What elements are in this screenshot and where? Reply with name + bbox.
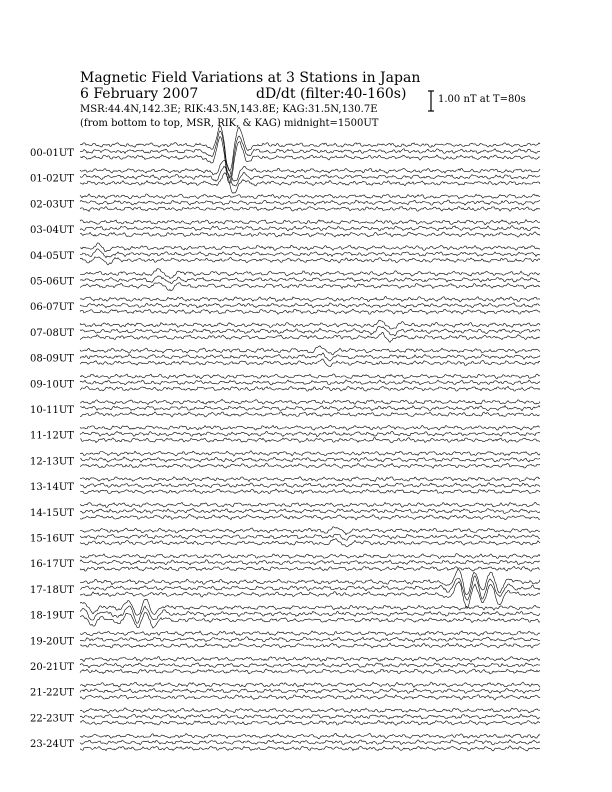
trace-kag-row-16	[80, 554, 540, 559]
trace-kag-row-22	[80, 708, 540, 713]
hour-label: 02-03UT	[30, 199, 74, 211]
trace-kag-row-3	[80, 220, 540, 225]
trace-rik-row-17	[80, 576, 540, 600]
trace-msr-row-22	[80, 720, 540, 725]
trace-msr-row-13	[80, 489, 540, 494]
trace-rik-row-10	[80, 406, 540, 411]
scale-label: 1.00 nT at T=80s	[438, 94, 526, 105]
trace-rik-row-8	[80, 353, 540, 361]
trace-msr-row-2	[80, 206, 540, 211]
trace-kag-row-12	[80, 451, 540, 456]
hour-label: 10-11UT	[30, 405, 74, 416]
trace-msr-row-7	[80, 332, 540, 342]
trace-msr-row-23	[80, 746, 540, 751]
hour-label: 06-07UT	[30, 302, 74, 314]
trace-kag-row-4	[80, 243, 540, 252]
trace-rik-row-3	[80, 226, 540, 231]
trace-kag-row-5	[80, 269, 540, 279]
trace-rik-row-11	[80, 431, 540, 437]
trace-kag-row-11	[80, 425, 540, 430]
order-note: (from bottom to top, MSR, RIK, & KAG) midnight=1500UT	[80, 118, 379, 129]
trace-kag-row-2	[80, 194, 540, 199]
trace-msr-row-3	[80, 232, 540, 237]
trace-kag-row-13	[80, 477, 540, 482]
hour-label: 22-23UT	[30, 713, 74, 725]
trace-kag-row-10	[80, 399, 540, 404]
trace-kag-row-8	[80, 346, 540, 355]
trace-msr-row-5	[80, 283, 540, 291]
trace-rik-row-4	[80, 249, 540, 258]
trace-rik-row-9	[80, 380, 540, 385]
trace-msr-row-14	[80, 515, 540, 520]
hour-label: 15-16UT	[30, 533, 74, 545]
hour-label: 01-02UT	[30, 173, 74, 185]
trace-msr-row-10	[80, 412, 540, 417]
hour-labels	[30, 148, 74, 750]
trace-msr-row-12	[80, 463, 540, 468]
hour-label: 19-20UT	[30, 636, 74, 648]
trace-kag-row-15	[80, 527, 540, 535]
hour-label: 18-19UT	[30, 610, 74, 622]
traces	[80, 126, 540, 751]
hour-label: 21-22UT	[30, 687, 74, 699]
trace-rik-row-7	[80, 327, 540, 336]
hour-label: 17-18UT	[30, 584, 74, 596]
date-label: 6 February 2007	[80, 86, 199, 102]
trace-kag-row-23	[80, 733, 540, 738]
trace-rik-row-22	[80, 714, 540, 719]
trace-rik-row-13	[80, 483, 540, 488]
trace-msr-row-16	[80, 566, 540, 571]
trace-msr-row-11	[80, 438, 540, 443]
hour-label: 13-14UT	[30, 482, 74, 494]
trace-rik-row-21	[80, 688, 540, 693]
hour-label: 05-06UT	[30, 276, 74, 288]
hour-label: 12-13UT	[30, 456, 74, 468]
hour-label: 07-08UT	[30, 327, 74, 339]
trace-kag-row-19	[80, 631, 540, 636]
trace-kag-row-14	[80, 502, 540, 507]
chart-title: Magnetic Field Variations at 3 Stations in Japan	[80, 70, 421, 86]
trace-msr-row-19	[80, 643, 540, 648]
trace-rik-row-20	[80, 663, 540, 668]
trace-kag-row-9	[80, 374, 540, 379]
trace-rik-row-23	[80, 740, 540, 745]
hour-label: 20-21UT	[30, 662, 74, 673]
trace-msr-row-8	[80, 359, 540, 367]
trace-rik-row-5	[80, 276, 540, 284]
hour-label: 04-05UT	[30, 250, 74, 262]
trace-kag-row-0	[80, 126, 540, 170]
trace-msr-row-6	[80, 309, 540, 314]
trace-rik-row-15	[80, 534, 540, 540]
hour-label: 09-10UT	[30, 379, 74, 391]
trace-kag-row-7	[80, 320, 540, 329]
measurement-label: dD/dt (filter:40-160s)	[256, 86, 407, 102]
trace-msr-row-4	[80, 257, 540, 265]
hour-label: 14-15UT	[30, 507, 74, 519]
stations-label: MSR:44.4N,142.3E; RIK:43.5N,143.8E; KAG:31.5N,130.7E	[80, 104, 378, 115]
trace-rik-row-16	[80, 560, 540, 565]
trace-rik-row-6	[80, 303, 540, 308]
hour-label: 08-09UT	[30, 353, 74, 365]
trace-msr-row-21	[80, 695, 540, 700]
trace-msr-row-9	[80, 386, 540, 391]
trace-msr-row-15	[80, 539, 540, 547]
scale-bar	[428, 91, 434, 111]
hour-label: 16-17UT	[30, 559, 74, 571]
trace-kag-row-6	[80, 297, 540, 302]
hour-label: 11-12UT	[30, 430, 74, 442]
hour-label: 23-24UT	[30, 739, 74, 751]
hour-label: 00-01UT	[30, 148, 74, 159]
hour-label: 03-04UT	[30, 225, 74, 237]
trace-kag-row-21	[80, 682, 540, 687]
trace-rik-row-19	[80, 637, 540, 642]
trace-rik-row-14	[80, 509, 540, 514]
trace-kag-row-20	[80, 657, 540, 662]
trace-rik-row-12	[80, 457, 540, 462]
trace-rik-row-2	[80, 200, 540, 205]
trace-msr-row-20	[80, 669, 540, 674]
